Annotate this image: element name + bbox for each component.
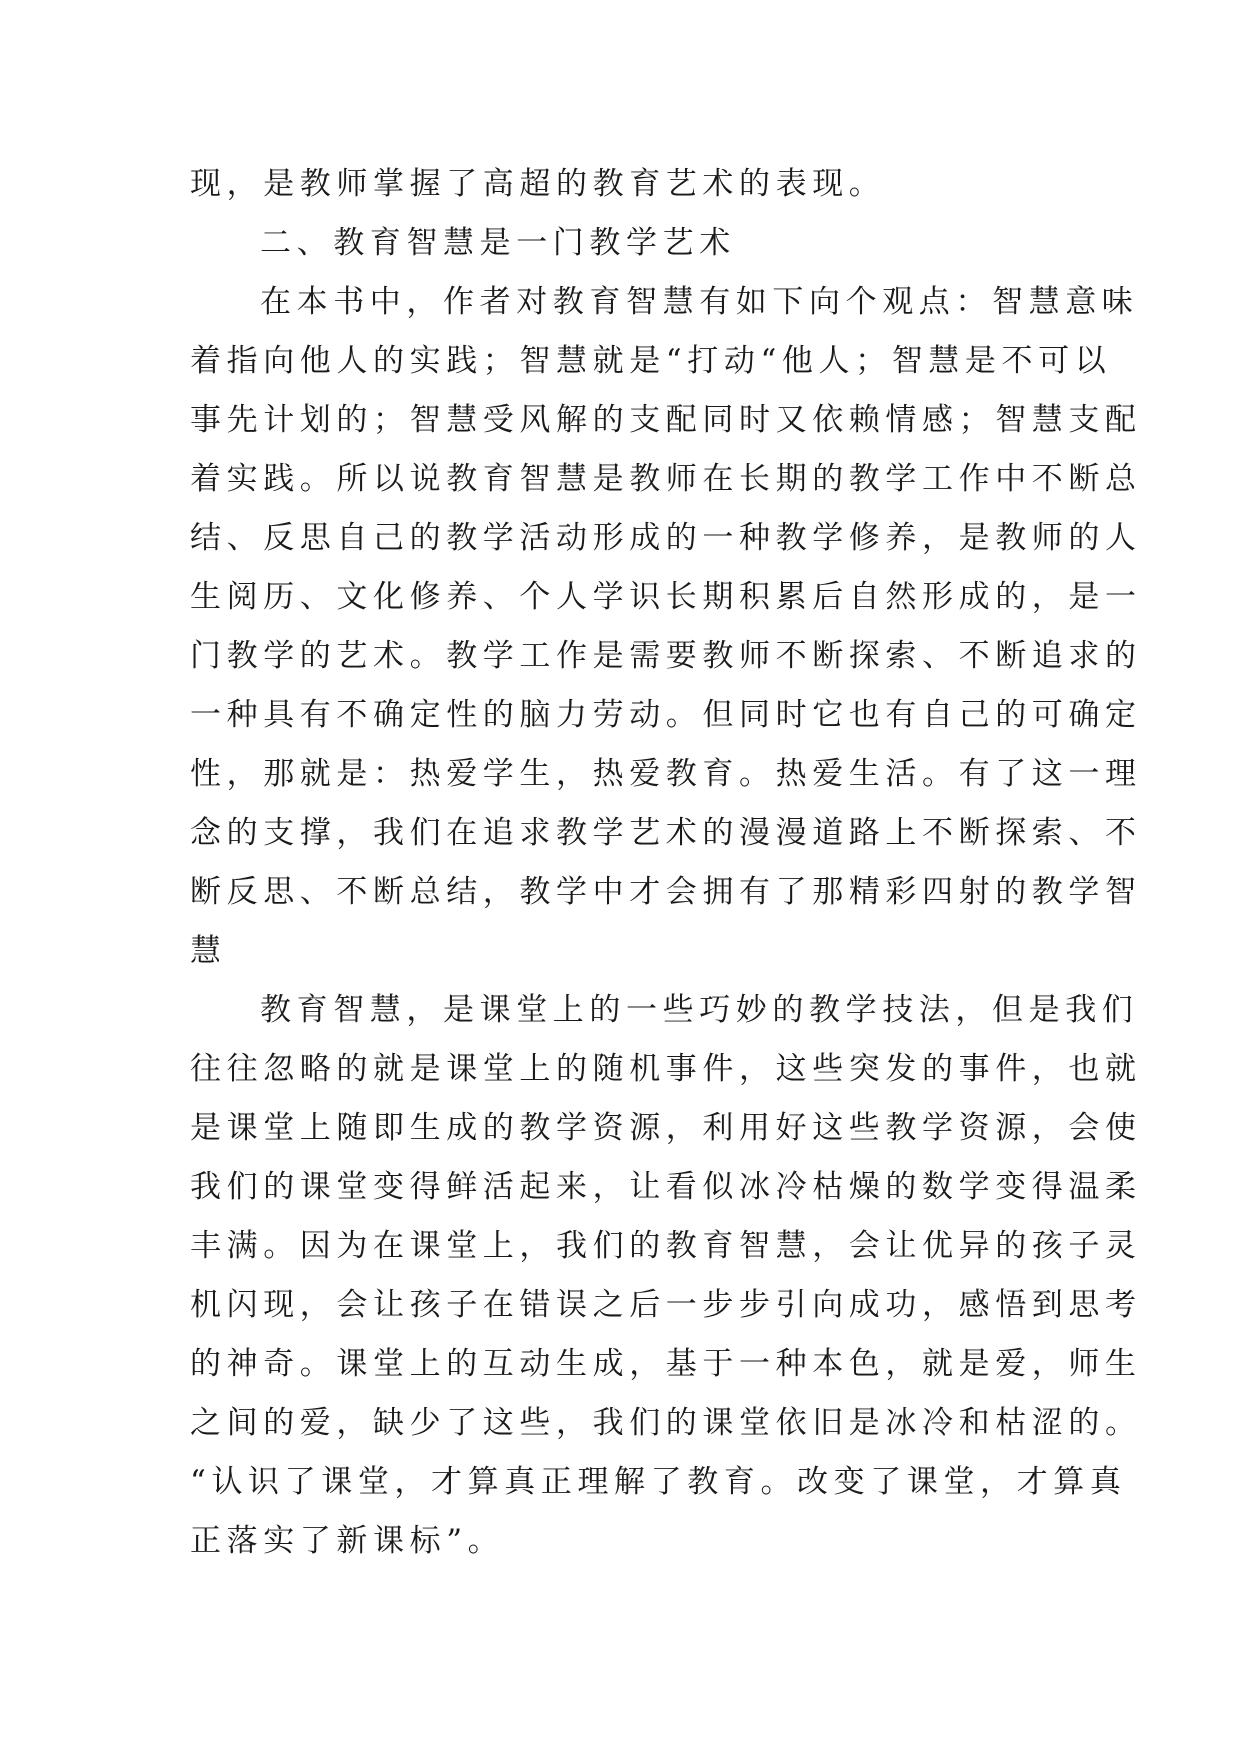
section-heading bbox=[190, 214, 1050, 273]
paragraph-wisdom-views bbox=[190, 273, 1142, 981]
text-line: “认识了课堂，才算真正理解了教育。改变了课堂，才算真 bbox=[190, 1464, 1127, 1500]
text-line: 之间的爱，缺少了这些，我们的课堂依旧是冰冷和枯涩的。 bbox=[190, 1405, 1142, 1441]
text-line: 断反思、不断总结，教学中才会拥有了那精彩四射的教学智 bbox=[190, 874, 1142, 910]
paragraph-classroom-wisdom bbox=[190, 981, 1142, 1571]
text-line: 的神奇。课堂上的互动生成，基于一种本色，就是爱，师生 bbox=[190, 1346, 1142, 1382]
text-line: 着指向他人的实践；智慧就是“打动“他人；智慧是不可以 bbox=[190, 343, 1112, 379]
text-line: 我们的课堂变得鲜活起来，让看似冰冷枯燥的数学变得温柔 bbox=[190, 1169, 1142, 1205]
text-line: 在本书中，作者对教育智慧有如下向个观点：智慧意味 bbox=[260, 284, 1139, 320]
text-line: 结、反思自己的教学活动形成的一种教学修养，是教师的人 bbox=[190, 520, 1142, 556]
text-line: 丰满。因为在课堂上，我们的教育智慧，会让优异的孩子灵 bbox=[190, 1228, 1142, 1264]
text-line: 慧 bbox=[190, 933, 227, 969]
text-line: 着实践。所以说教育智慧是教师在长期的教学工作中不断总 bbox=[190, 461, 1142, 497]
text-line: 现，是教师掌握了高超的教育艺术的表现。 bbox=[190, 166, 886, 202]
paragraph-continuation bbox=[190, 155, 1050, 214]
text-line: 念的支撑，我们在追求教学艺术的漫漫道路上不断探索、不 bbox=[190, 815, 1142, 851]
section-heading-text: 二、教育智慧是一门教学艺术 bbox=[260, 225, 736, 261]
text-line: 性，那就是：热爱学生，热爱教育。热爱生活。有了这一理 bbox=[190, 756, 1142, 792]
text-line: 是课堂上随即生成的教学资源，利用好这些教学资源，会使 bbox=[190, 1110, 1142, 1146]
text-line: 事先计划的；智慧受风解的支配同时又依赖情感；智慧支配 bbox=[190, 402, 1142, 438]
text-line: 机闪现，会让孩子在错误之后一步步引向成功，感悟到思考 bbox=[190, 1287, 1142, 1323]
text-line: 生阅历、文化修养、个人学识长期积累后自然形成的，是一 bbox=[190, 579, 1142, 615]
text-line: 往往忽略的就是课堂上的随机事件，这些突发的事件，也就 bbox=[190, 1051, 1142, 1087]
text-line: 门教学的艺术。教学工作是需要教师不断探索、不断追求的 bbox=[190, 638, 1142, 674]
text-line: 正落实了新课标”。 bbox=[190, 1523, 505, 1559]
text-line: 教育智慧，是课堂上的一些巧妙的教学技法，但是我们 bbox=[260, 992, 1139, 1028]
text-line: 一种具有不确定性的脑力劳动。但同时它也有自己的可确定 bbox=[190, 697, 1142, 733]
